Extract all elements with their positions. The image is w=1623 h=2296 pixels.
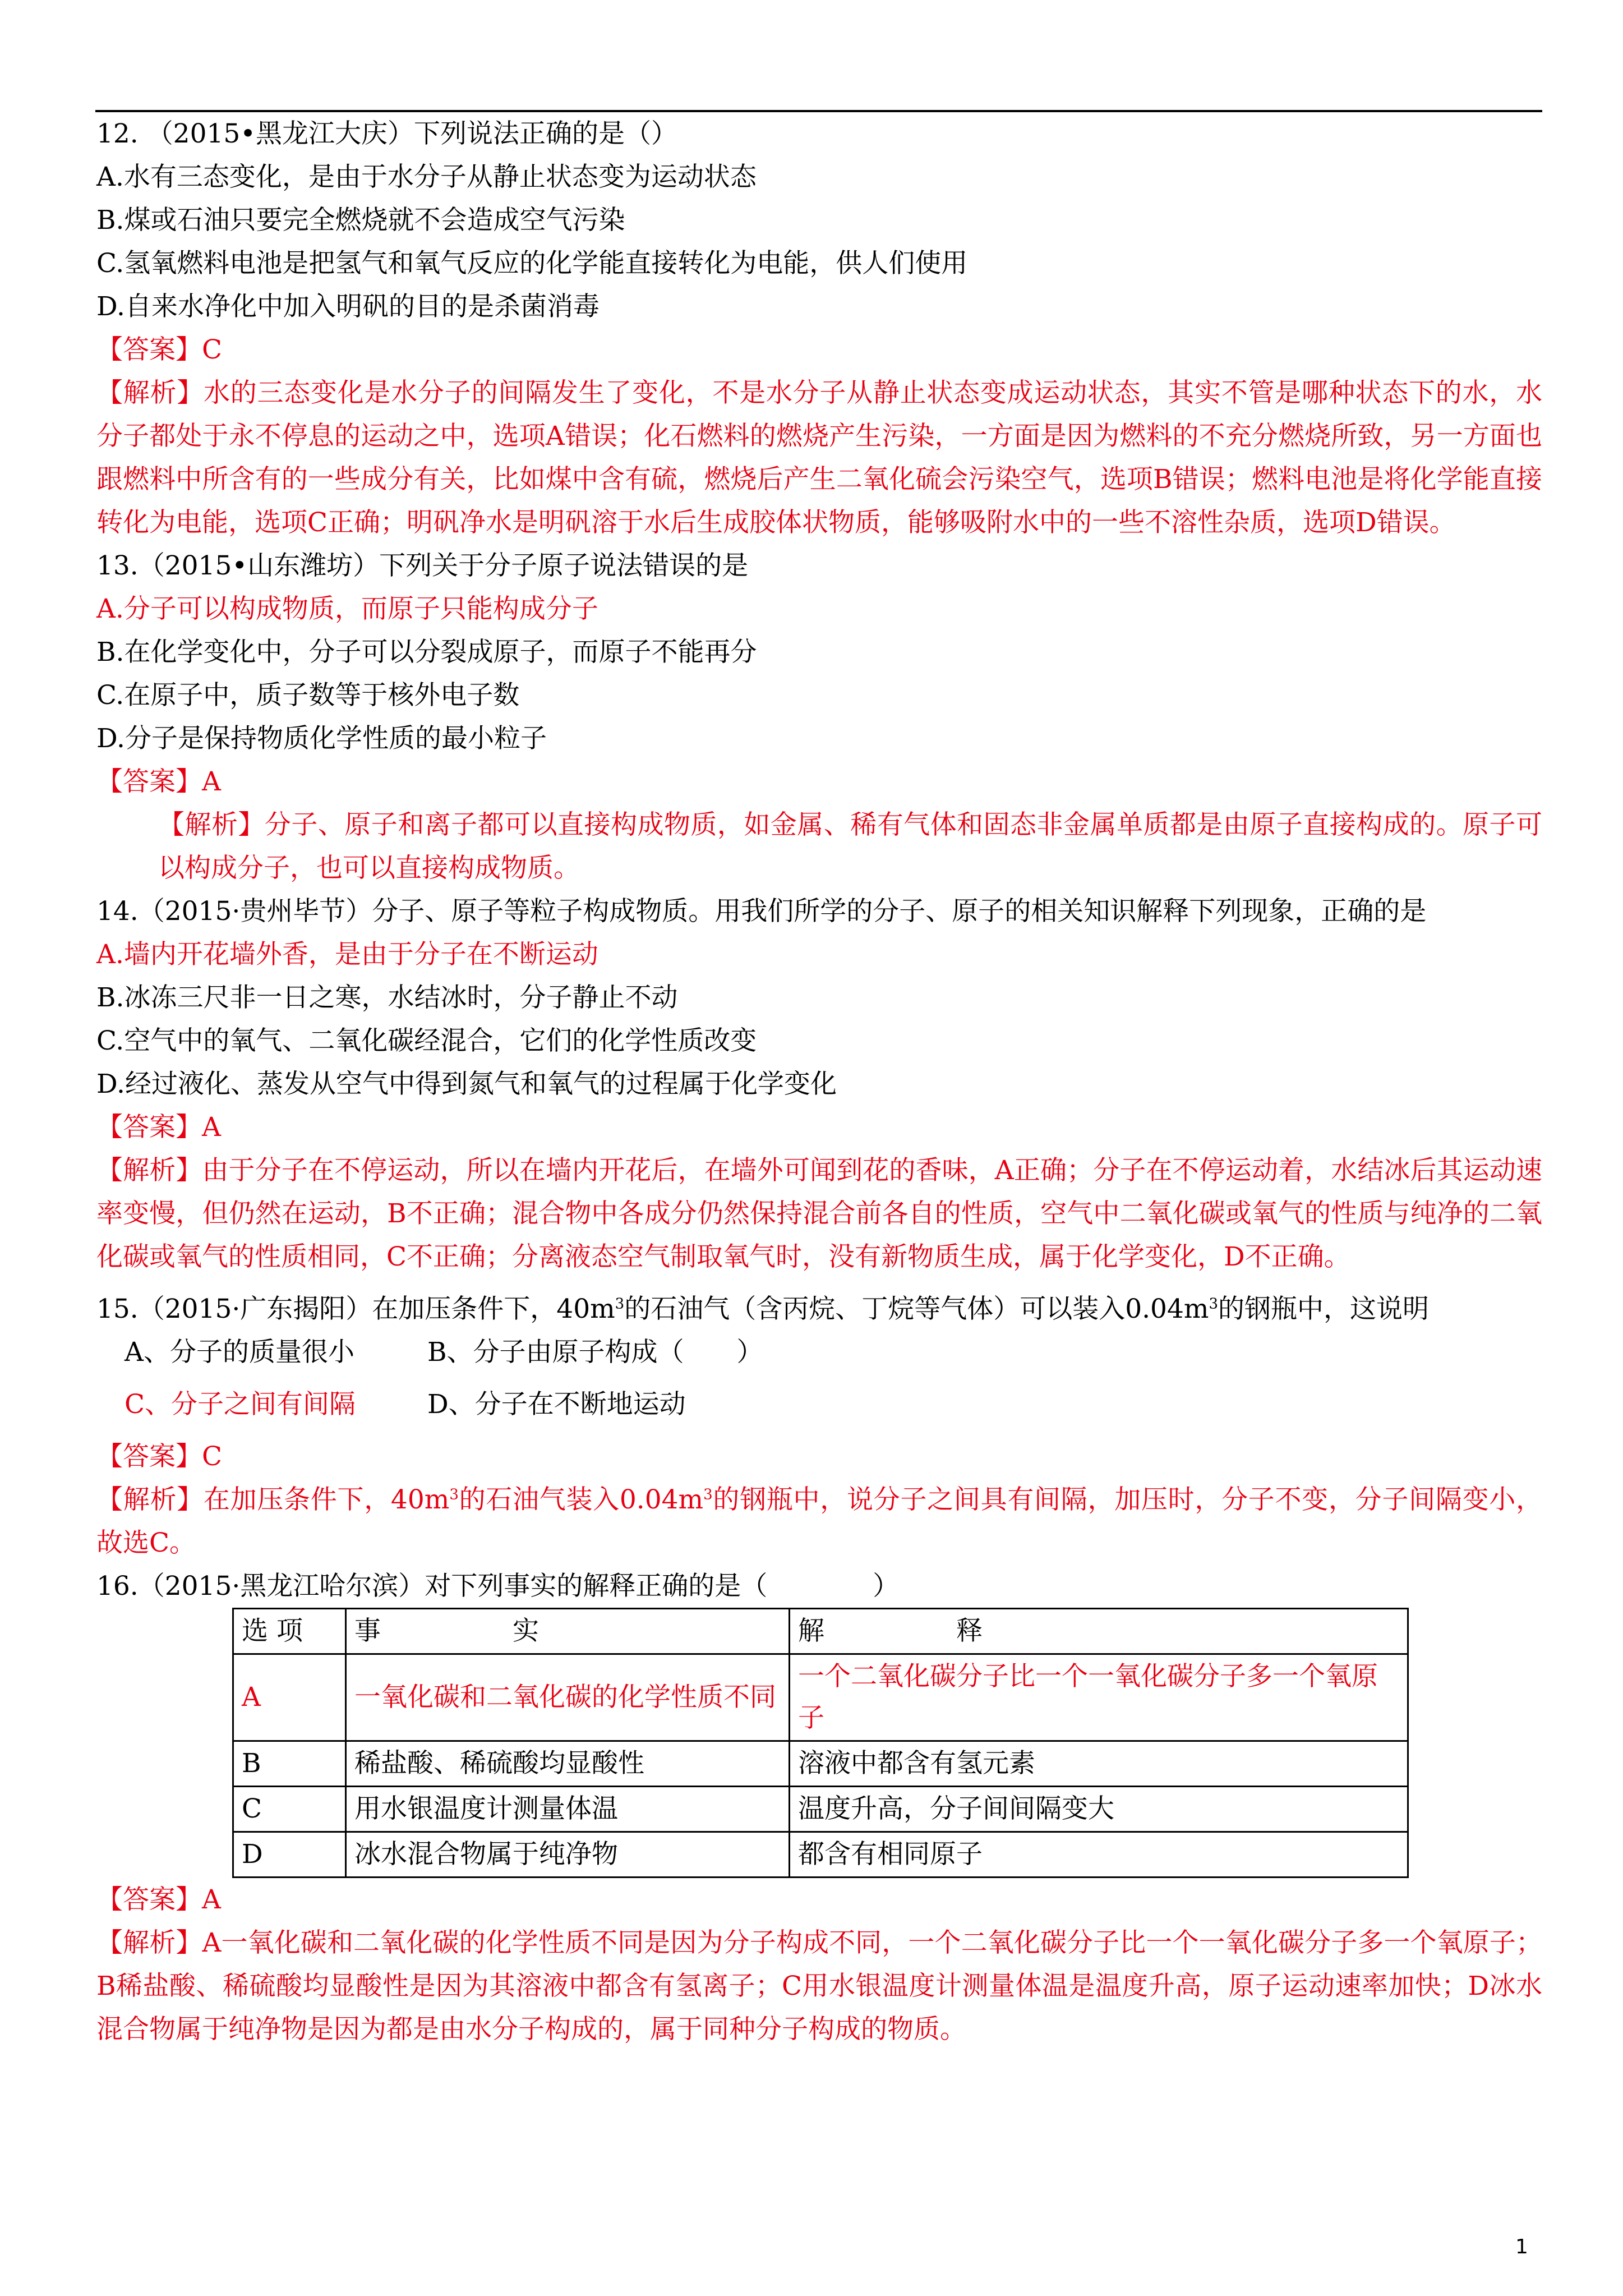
question-stem: 12. （2015•黑龙江大庆）下列说法正确的是（） [96, 118, 678, 149]
option-d: D、分子在不断地运动 [427, 1389, 686, 1420]
question-stem: 13.（2015•山东潍坊）下列关于分子原子说法错误的是 [96, 550, 749, 581]
option-a: A.墙内开花墙外香，是由于分子在不断运动 [96, 939, 598, 970]
option-c: C、分子之间有间隔 [125, 1389, 356, 1420]
page-number: 1 [1515, 2235, 1528, 2258]
option-b: B、分子由原子构成（ ） [427, 1337, 763, 1368]
analysis: 【解析】水的三态变化是水分子的间隔发生了变化，不是水分子从静止状态变成运动状态，其实不管是哪种状态下的水，水分子都处于永不停息的运动之中，选项A错误；化石燃料的燃烧产生污染，一方面是因为燃料的不充分燃烧所致，另一方面也跟燃料中所含有的一些成分有关，比如煤中含有硫，燃烧后产生二氧化硫会污染空气，选项B错误；燃料电池是将化学能直接转化为电能，选项C正确；明矾净水是明矾溶于水后生成胶体状物质，能够吸附水中的一些不溶性杂质，选项D错误。 [96, 378, 1542, 538]
answer: 【答案】C [96, 1441, 222, 1472]
table-header-cell: 事 实 [346, 1609, 790, 1654]
table-cell: 溶液中都含有氢元素 [790, 1741, 1408, 1787]
option-row-ab [96, 1331, 1542, 1374]
answer: 【答案】A [96, 1884, 221, 1915]
option-b: B.在化学变化中，分子可以分裂成原子，而原子不能再分 [96, 637, 757, 668]
table-row [233, 1787, 1408, 1832]
explanation-table [232, 1608, 1409, 1878]
table-cell: C [233, 1787, 346, 1832]
option-d: D.自来水净化中加入明矾的目的是杀菌消毒 [96, 291, 600, 322]
option-row-cd [96, 1383, 1542, 1426]
analysis: 【解析】由于分子在不停运动，所以在墙内开花后，在墙外可闻到花的香味，A正确；分子在不停运动着，水结冰后其运动速率变慢，但仍然在运动，B不正确；混合物中各成分仍然保持混合前各自的性质，空气中二氧化碳或氧气的性质与纯净的二氧化碳或氧气的性质相同，C不正确；分离液态空气制取氧气时，没有新物质生成，属于化学变化，D不正确。 [96, 1155, 1542, 1272]
option-a: A.分子可以构成物质，而原子只能构成分子 [96, 593, 598, 624]
table-header-row [233, 1609, 1408, 1654]
option-c: C.在原子中，质子数等于核外电子数 [96, 680, 520, 711]
table-header-cell: 解 释 [790, 1609, 1408, 1654]
question-stem: 16.（2015·黑龙江哈尔滨）对下列事实的解释正确的是（ ） [96, 1571, 900, 1602]
table-cell: D [233, 1832, 346, 1878]
answer: 【答案】C [96, 334, 222, 365]
question-14 [96, 890, 1542, 1278]
table-cell: B [233, 1741, 346, 1787]
option-c: C.空气中的氧气、二氧化碳经混合，它们的化学性质改变 [96, 1025, 757, 1056]
table-cell: 用水银温度计测量体温 [346, 1787, 790, 1832]
question-stem: 15.（2015·广东揭阳）在加压条件下，$40m^3$的石油气（含丙烷、丁烷等气体）可以装入$0.04m^3$的钢瓶中，这说明 [96, 1294, 1429, 1324]
option-d: D.经过液化、蒸发从空气中得到氮气和氧气的过程属于化学变化 [96, 1069, 837, 1099]
option-b: B.冰冻三尺非一日之寒，水结冰时，分子静止不动 [96, 982, 678, 1013]
analysis: 【解析】分子、原子和离子都可以直接构成物质，如金属、稀有气体和固态非金属单质都是由原子直接构成的。原子可以构成分子，也可以直接构成物质。 [158, 809, 1542, 884]
table-cell: 稀盐酸、稀硫酸均显酸性 [346, 1741, 790, 1787]
table-cell: 冰水混合物属于纯净物 [346, 1832, 790, 1878]
question-15 [96, 1287, 1542, 1565]
table-cell: A [233, 1654, 346, 1741]
option-a: A.水有三态变化，是由于水分子从静止状态变为运动状态 [96, 162, 757, 192]
analysis: 【解析】在加压条件下，$40m^3$的石油气装入$0.04m^3$的钢瓶中，说分子之间具有间隔，加压时，分子不变，分子间隔变小，故选C。 [96, 1484, 1543, 1558]
option-d: D.分子是保持物质化学性质的最小粒子 [96, 723, 547, 754]
option-a: A、分子的质量很小 [125, 1337, 354, 1368]
table-cell: 一氧化碳和二氧化碳的化学性质不同 [346, 1654, 790, 1741]
table-cell: 温度升高，分子间间隔变大 [790, 1787, 1408, 1832]
table-row [233, 1654, 1408, 1741]
option-c: C.氢氧燃料电池是把氢气和氧气反应的化学能直接转化为电能，供人们使用 [96, 248, 968, 279]
question-stem: 14.（2015·贵州毕节）分子、原子等粒子构成物质。用我们所学的分子、原子的相关知识解释下列现象，正确的是 [96, 896, 1427, 927]
answer: 【答案】A [96, 1112, 221, 1143]
table-cell: 都含有相同原子 [790, 1832, 1408, 1878]
answer: 【答案】A [96, 766, 221, 797]
table-cell: 一个二氧化碳分子比一个一氧化碳分子多一个氧原子 [790, 1654, 1408, 1741]
question-16 [96, 1565, 1542, 2051]
option-b: B.煤或石油只要完全燃烧就不会造成空气污染 [96, 205, 625, 236]
analysis: 【解析】A一氧化碳和二氧化碳的化学性质不同是因为分子构成不同，一个二氧化碳分子比一个一氧化碳分子多一个氧原子；B稀盐酸、稀硫酸均显酸性是因为其溶液中都含有氢离子；C用水银温度计测量体温是温度升高，原子运动速率加快；D冰水混合物属于纯净物是因为都是由水分子构成的，属于同种分子构成的物质。 [96, 1927, 1542, 2045]
document-body [96, 112, 1542, 2051]
question-12 [96, 112, 1542, 544]
table-header-cell: 选 项 [233, 1609, 346, 1654]
table-row [233, 1832, 1408, 1878]
question-13 [96, 544, 1542, 890]
table-row [233, 1741, 1408, 1787]
